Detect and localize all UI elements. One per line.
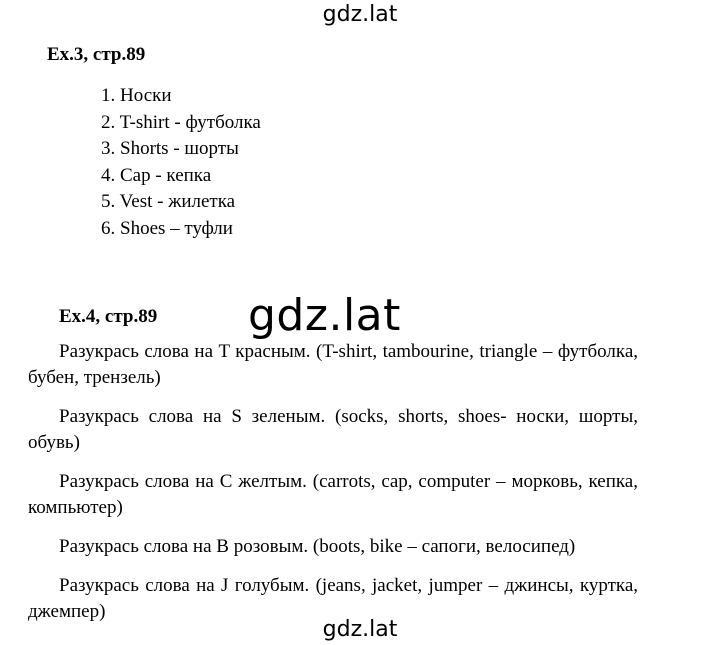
list-item: 1. Носки bbox=[101, 85, 172, 106]
paragraph: Разукрась слова на B розовым. (boots, bike – сапоги, велосипед) bbox=[59, 536, 576, 557]
list-item: 2. T-shirt - футболка bbox=[101, 111, 261, 133]
paragraph: Разукрась слова на J голубым. (jeans, jacket, jumper – джинсы, куртка, джемпер) bbox=[28, 575, 638, 622]
watermark-top: gdz.lat bbox=[322, 2, 398, 27]
exercise-4-body bbox=[28, 339, 638, 638]
exercise-4-heading: Ex.4, стр.89 bbox=[59, 306, 158, 327]
paragraph: Разукрась слова на T красным. (T-shirt, tambourine, triangle – футболка, бубен, трензель) bbox=[28, 341, 638, 388]
watermark-middle: gdz.lat bbox=[248, 290, 401, 341]
watermark-bottom: gdz.lat bbox=[322, 617, 398, 642]
paragraph: Разукрась слова на S зеленым. (socks, shorts, shoes- носки, шорты, обувь) bbox=[28, 406, 638, 453]
list-item: 4. Cap - кепка bbox=[101, 164, 212, 186]
list-item: 3. Shorts - шорты bbox=[101, 138, 239, 159]
paragraph: Разукрась слова на C желтым. (carrots, cap, computer – морковь, кепка, компьютер) bbox=[28, 471, 638, 518]
list-item: 5. Vest - жилетка bbox=[101, 191, 236, 212]
exercise-3-heading: Ex.3, стр.89 bbox=[47, 44, 146, 65]
list-item: 6. Shoes – туфли bbox=[101, 217, 233, 239]
exercise-3-list bbox=[101, 83, 261, 242]
